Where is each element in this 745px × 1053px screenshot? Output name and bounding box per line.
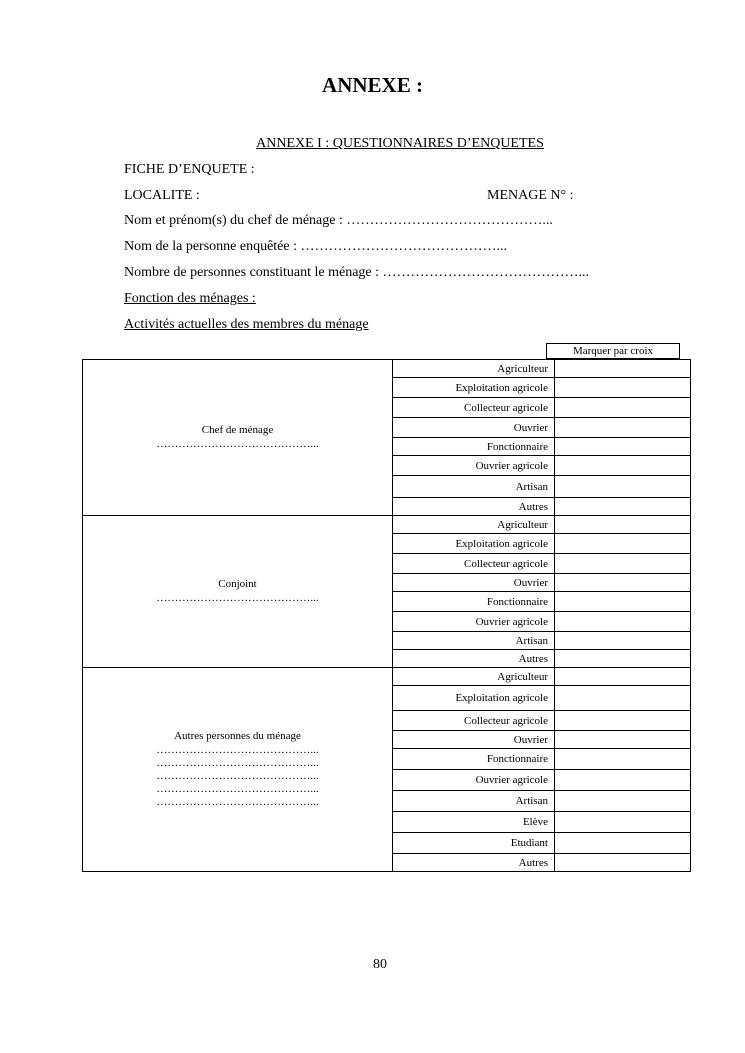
- mark-checkbox-cell[interactable]: [555, 833, 691, 854]
- activity-label: Fonctionnaire: [393, 438, 555, 456]
- activity-label: Fonctionnaire: [393, 749, 555, 770]
- activity-label: Collecteur agricole: [393, 711, 555, 731]
- group-dotted-line: ……………………………………...: [156, 744, 319, 756]
- fiche-heading: FICHE D’ENQUETE :: [124, 162, 255, 177]
- activity-label: Collecteur agricole: [393, 554, 555, 574]
- fonction-heading: Fonction des ménages :: [124, 291, 256, 306]
- activity-label: Autres: [393, 854, 555, 872]
- menage-number-label: MENAGE N° :: [487, 188, 574, 203]
- group-dotted-line: ……………………………………...: [156, 770, 319, 782]
- activity-label: Elève: [393, 812, 555, 833]
- activity-label: Artisan: [393, 476, 555, 498]
- chef-name-field: Nom et prénom(s) du chef de ménage : ……………………………………...: [124, 213, 553, 228]
- mark-checkbox-cell[interactable]: [555, 711, 691, 731]
- activity-label: Ouvrier: [393, 731, 555, 749]
- activity-label: Fonctionnaire: [393, 592, 555, 612]
- mark-checkbox-cell[interactable]: [555, 574, 691, 592]
- activity-label: Exploitation agricole: [393, 686, 555, 711]
- annex-subtitle-text: ANNEXE I : QUESTIONNAIRES D’ENQUETES: [256, 136, 544, 151]
- mark-checkbox-cell[interactable]: [555, 592, 691, 612]
- activity-label: Etudiant: [393, 833, 555, 854]
- mark-checkbox-cell[interactable]: [555, 456, 691, 476]
- activity-label: Autres: [393, 498, 555, 516]
- mark-checkbox-cell[interactable]: [555, 812, 691, 833]
- annex-subtitle: [0, 136, 745, 152]
- respondent-name-field: Nom de la personne enquêtée : ……………………………………...: [124, 239, 507, 254]
- activity-label: Ouvrier agricole: [393, 612, 555, 632]
- household-size-field: Nombre de personnes constituant le ménage : ……………………………………...: [124, 265, 590, 280]
- activity-label: Ouvrier agricole: [393, 770, 555, 791]
- activity-label: Agriculteur: [393, 360, 555, 378]
- mark-checkbox-cell[interactable]: [555, 650, 691, 668]
- activity-label: Autres: [393, 650, 555, 668]
- mark-checkbox-cell[interactable]: [555, 749, 691, 770]
- activity-label: Collecteur agricole: [393, 398, 555, 418]
- table-row: [83, 516, 691, 534]
- group-cell: [83, 668, 393, 872]
- activity-label: Agriculteur: [393, 516, 555, 534]
- table-row: [83, 668, 691, 686]
- group-cell: [83, 360, 393, 516]
- mark-checkbox-cell[interactable]: [555, 438, 691, 456]
- page-number: 80: [373, 957, 387, 972]
- group-label: Conjoint: [218, 578, 257, 590]
- mark-checkbox-cell[interactable]: [555, 854, 691, 872]
- group-label: Chef de ménage: [201, 424, 274, 436]
- activites-heading: Activités actuelles des membres du ménage: [124, 317, 369, 332]
- mark-checkbox-cell[interactable]: [555, 498, 691, 516]
- group-dotted-line: ……………………………………...: [156, 757, 319, 769]
- page-title: ANNEXE :: [322, 73, 423, 97]
- activity-label: Agriculteur: [393, 668, 555, 686]
- mark-checkbox-cell[interactable]: [555, 418, 691, 438]
- mark-checkbox-cell[interactable]: [555, 731, 691, 749]
- table-row: [83, 360, 691, 378]
- activity-label: Ouvrier: [393, 574, 555, 592]
- mark-checkbox-cell[interactable]: [555, 554, 691, 574]
- activity-label: Exploitation agricole: [393, 534, 555, 554]
- group-dotted-line: ……………………………………...: [156, 796, 319, 808]
- activity-label: Ouvrier agricole: [393, 456, 555, 476]
- mark-checkbox-cell[interactable]: [555, 668, 691, 686]
- mark-checkbox-cell[interactable]: [555, 516, 691, 534]
- group-dotted-line: ……………………………………...: [156, 592, 319, 604]
- localite-label: LOCALITE :: [124, 188, 200, 203]
- mark-checkbox-cell[interactable]: [555, 612, 691, 632]
- mark-checkbox-cell[interactable]: [555, 360, 691, 378]
- group-dotted-line: ……………………………………...: [156, 438, 319, 450]
- activity-label: Artisan: [393, 791, 555, 812]
- mark-checkbox-cell[interactable]: [555, 686, 691, 711]
- mark-checkbox-cell[interactable]: [555, 791, 691, 812]
- group-dotted-line: ……………………………………...: [156, 783, 319, 795]
- mark-checkbox-cell[interactable]: [555, 476, 691, 498]
- mark-checkbox-cell[interactable]: [555, 398, 691, 418]
- mark-checkbox-cell[interactable]: [555, 534, 691, 554]
- activity-label: Exploitation agricole: [393, 378, 555, 398]
- activity-label: Ouvrier: [393, 418, 555, 438]
- activities-table: [82, 359, 691, 872]
- mark-checkbox-cell[interactable]: [555, 770, 691, 791]
- group-cell: [83, 516, 393, 668]
- mark-column-header: Marquer par croix: [546, 343, 680, 359]
- activity-label: Artisan: [393, 632, 555, 650]
- mark-checkbox-cell[interactable]: [555, 632, 691, 650]
- mark-checkbox-cell[interactable]: [555, 378, 691, 398]
- group-label: Autres personnes du ménage: [174, 730, 301, 742]
